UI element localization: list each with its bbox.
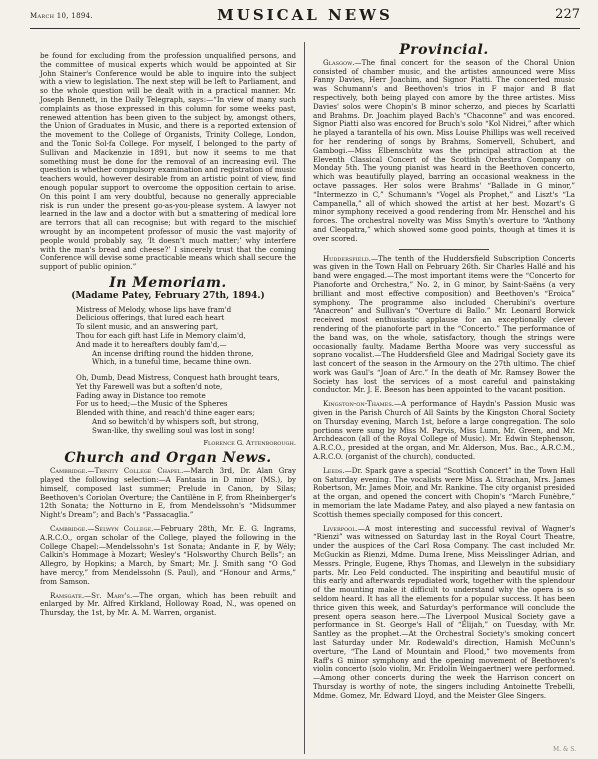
poem-line: To silent music, and an answering part, xyxy=(76,322,219,332)
memoriam-heading: In Memoriam. xyxy=(109,274,227,291)
item-lead: Glasgow. xyxy=(323,57,355,67)
poem-line: Oh, Dumb, Dead Mistress, Conquest hath brought tears, xyxy=(76,373,280,383)
page-number: 227 xyxy=(555,7,580,22)
item-text: —A most interesting and successful revival of Wagner's “Rienzi” was witnessed on Saturday last in the Royal Court Theatre, under the auspices of the Carl Rosa Company. The cast included Mr. McGuckin as Rienzi, Mdme. Duma Irene, Miss Meisslinger Adrian, and Messrs. Pringle, Eugene, Rhys Thomas, and Llewelyn in the subsidiary parts. Mr. Leo Feld conducted. The inspiriting and beautiful music of this early and afterwards repudiated work, together with the splendour of the mounting make it difficult to understand why the opera is so seldom heard. It has all the elements for a popular success. It has been thrice given this week, and Saturday's performance will conclude the present opera season here.—The Liverpool Musical Society gave a performance in St. George's Hall of “Elijah,” on Tuesday, with Mr. Santley as the prophet.—At the Orchestral Society's smoking concert last Saturday under Mr. Rodewald's direction, Hamish McCunn's overture, “The Land of Mountain and Flood,” two movements from Raff's G minor symphony and the opening movement of Beethoven's violin concerto (solo violin, Mr. Fridolin Weingaertner) were performed.—Among other concerts during the week the Harrison concert on Thursday is worthy of note, the singers including Antoinette Trebelli, Mdme. Gomez, Mr. Edward Lloyd, and the Meister Glee Singers. xyxy=(313,523,575,700)
header-rule xyxy=(30,28,580,29)
news-item xyxy=(313,59,575,244)
item-text: —The tenth of the Huddersfield Subscription Concerts was given in the Town Hall on February 26th. Sir Charles Hallé and his band were engaged.—The most important items were the “Concerto for Pianoforte and Orchestra,” No. 2, in G minor, by Saint-Saëns (a very brilliant and most effective composition) and Beethoven's “Eroica” symphony. The programme also included Cherubini's overture “Anacreon” and Sullivan's “Overture di Ballo.” Mr. Leonard Borwick received most enthusiastic applause for an exceptionally clever rendering of the pianoforte part in the “Concerto.” The performance of the band was, on the whole, satisfactory, though the strings were occasionally faulty. Madame Bertha Moore was very successful as soprano vocalist.—The Huddersfield Glee and Madrigal Society gave its last concert of the season in the Armoury on the 27th ultimo. The chief work was Gaul's “Joan of Arc.” In the death of Mr. Ramsey Bower the Society has lost the services of a most careful and painstaking conductor. Mr. J. E. Beeson has been appointed to the vacant position. xyxy=(313,253,575,395)
column-divider xyxy=(304,42,305,754)
news-item xyxy=(40,467,296,520)
poem-line: An incense drifting round the hidden throne, xyxy=(92,348,254,358)
item-text: —A performance of Haydn's Passion Music was given in the Parish Church of All Saints by the Kingston Choral Society on Thursday evening, March 1st, before a large congregation. The solo portions were sung by Miss M. Parvis, Miss Lunn, Mr. Green, and Mr. Archdeacon (all of the Royal College of Music). Mr. Edwin Stephenson, A.R.C.O., presided at the organ, and Mr. Alderson, Mus. Bac., A.R.C.M., A.R.C.O. (organist of the church), conducted. xyxy=(313,399,575,462)
news-item xyxy=(313,467,575,520)
poem-line: Mistress of Melody, whose lips have fram'd xyxy=(76,304,232,314)
poem-line: Delicious offerings, that lured each heart xyxy=(76,313,225,323)
news-item xyxy=(40,592,296,618)
news-item xyxy=(313,255,575,396)
right-column xyxy=(313,42,575,706)
left-column xyxy=(40,52,296,623)
poem-author: Florence G. Attenborough. xyxy=(203,438,296,447)
item-separator xyxy=(399,249,489,250)
provincial-heading: Provincial. xyxy=(399,42,489,58)
poem-line: Fading away in Distance too remote xyxy=(76,390,206,400)
poem-line: And so bewitch'd by whispers soft, but strong, xyxy=(92,417,259,427)
poem-line: Which, in a tuneful time, became thine own. xyxy=(92,357,252,367)
issue-date: March 10, 1894. xyxy=(30,12,93,20)
item-text: —February 28th, Mr. E. G. Ingrams, A.R.C.O., organ scholar of the College, played the following in the College Chapel:—Mendelssohn's 1st Sonata; Andante in F, by Wély; Calkin's Hommage à Mozart; Wesley's “Holsworthy Church Bells”; an Allegro, by Hopkins; a March, by Smart; Mr. J. Smith sang “O God have mercy,” from Mendelssohn (S. Paul), and “Honour and Arms,” from Samson. xyxy=(40,524,296,586)
church-heading: Church and Organ News. xyxy=(64,450,272,467)
intro-paragraph: be found for excluding from the profession unqualified persons, and the committee of musical experts which would be appointed at Sir John Stainer's Conference would be able to inquire into the subject with a view to legislation. The next step will be left to Parliament, and so the whole question will be dealt with in a practical manner. Mr. Joseph Bennett, in the Daily Telegraph, says:—“In view of many such complaints as those expressed in this column for some weeks past, renewed attention has been given to the subject by, amongst others, the Union of Graduates in Music, and there is a reported extension of the movement to the College of Organists, Trinity College, London, and the Tonic Sol-fa College. For myself, I belonged to the party of Sullivan and Mackenzie in 1891, but now it seems to me that something must be done for the removal of an increasing evil. The question is whether compulsory examination and registration of music teachers would, however desirable from an artistic point of view, find enough popular support to overcome the opposition certain to arise. On this point I am very doubtful, because no generally appreciable risk is run under the present go-as-you-please system. A lawyer not learned in the law and a doctor with but a smattering of medical lore are terrors that all can recognise; but with regard to the mischief wrought by an incompetent professor of music the vast majority of people would probably say, ‘It doesn't much matter;’ why interfere with the man's bread and cheese?’ I sincerely trust that the coming Conference will devise some practicable means which shall secure the support of public opinion.” xyxy=(40,51,296,272)
poem-line: Blended with thine, and reach'd thine eager ears; xyxy=(76,408,255,418)
page-header xyxy=(30,5,580,27)
printer-mark: M. & S. xyxy=(552,746,576,753)
poem-line: And made it to hereafters doubly fam'd,— xyxy=(76,339,227,349)
item-lead: Cambridge.—Trinity College Chapel. xyxy=(50,466,184,476)
item-lead: Liverpool. xyxy=(323,523,358,533)
poem-line: Swan-like, thy swelling soul was lost in song! xyxy=(92,425,255,435)
journal-title: MUSICAL NEWS xyxy=(217,6,393,24)
poem xyxy=(76,306,296,436)
item-lead: Kingston-on-Thames. xyxy=(323,399,395,409)
item-lead: Ramsgate.—St. Mary's. xyxy=(50,590,133,600)
poem-line: Thou for each gift hast Life in Memory claim'd, xyxy=(76,330,246,340)
news-item xyxy=(313,400,575,462)
item-lead: Cambridge.—Selwyn College. xyxy=(50,524,154,534)
memoriam-subheading: (Madame Patey, February 27th, 1894.) xyxy=(71,290,265,301)
poem-line: Yet thy Farewell was but a soften'd note, xyxy=(76,381,223,391)
item-lead: Huddersfield. xyxy=(323,253,371,263)
item-lead: Leeds. xyxy=(323,465,345,475)
news-item xyxy=(40,525,296,587)
item-text: —The final concert for the season of the Choral Union consisted of chamber music, and the artistes announced were Miss Fanny Davies, Herr Joachim, and Signor Piatti. The concerted music was Schumann's and Beethoven's trios in F major and B flat respectively, both being played con amore by the three artistes. Miss Davies' solos were Chopin's B minor scherzo, and pieces by Scarlatti and Brahms. Dr. Joachim played Bach's “Chaconne” and was encored. Signor Piatti also was encored for Bruch's solo “Kol Nidrei,” after which he played a tarantella of his own. Miss Louise Phillips was well received for her rendering of songs by Brahms, Somervell, Schubert, and Gambogi.—Miss Elbenschütz was the principal attraction at the Eleventh Classical Concert of the Scottish Orchestra Company on Monday 5th. The young pianist was heard in the Beethoven concerto, which was beautifully played, barring an occasional weakness in the octave passages. Her solos were Brahms' “Ballade in G minor,” “Intermezzo in C,” Schumann's “Vogel als Prophet,” and Liszt's “La Campanella,” all of which showed the artist at her best. Mozart's G minor symphony received a good rendering from Mr. Henschel and his forces. The orchestral novelty was Miss Smyth's overture to “Anthony and Cleopatra,” which showed some good points, though at times it is over scored. xyxy=(313,57,575,243)
news-item xyxy=(313,525,575,701)
poem-line: For us to heed;—the Music of the Spheres xyxy=(76,399,228,409)
item-text: —Dr. Spark gave a special “Scottish Concert” in the Town Hall on Saturday evening. The vocalists were Miss A. Strachan, Mrs. James Robertson, Mr. James Moir, and Mr. Rankine. The city organist presided at the organ, and opened the concert with Chopin's “March Funèbre,” in memoriam the late Madame Patey, and also played a new fantasia on Scottish themes specially composed for this concert. xyxy=(313,465,575,519)
item-text: —March 3rd, Dr. Alan Gray played the following selection:—A Fantasia in D minor (MS.), by himself, composed last summer; Prelude in Canon, by Silas; Beethoven's Coriolan Overture; the Cantilène in F, from Rheinberger's 12th Sonata; the Notturno in E, from Mendelssohn's “Midsummer Night's Dream”; and Bach's “Passacaglia.” xyxy=(40,466,296,520)
item-text: —The organ, which has been rebuilt and enlarged by Mr. Alfred Kirkland, Holloway Road, N., was opened on Thursday, the 1st, by Mr. A. M. Warren, organist. xyxy=(40,590,296,618)
